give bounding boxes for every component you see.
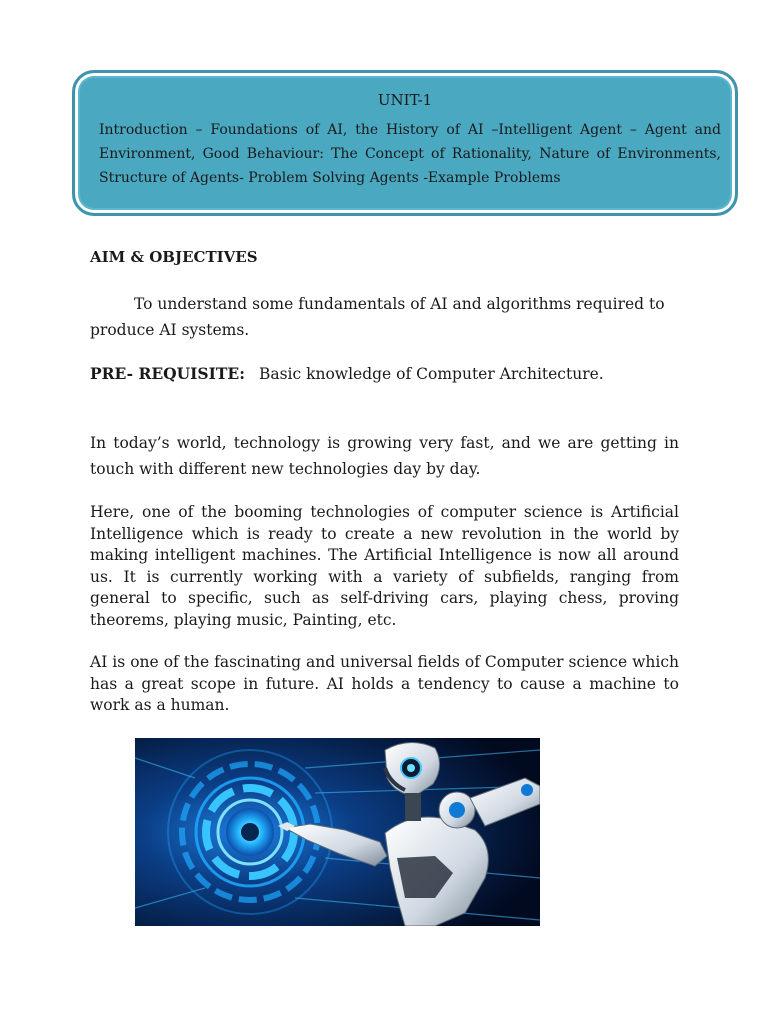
paragraph-ai-revolution: Here, one of the booming technologies of computer science is Artificial Intelligence which is ready to create a new revolution in the world by making intelligent machines. The Artificial Intelligence is now all around us. It is currently working with a variety of subfields, ranging from general to specific, such as self-driving cars, playing chess, proving theorems, playing music, Painting, etc.: [90, 503, 679, 629]
unit-summary-box: [72, 70, 738, 216]
robot-ai-illustration: [135, 738, 540, 926]
unit-description: Introduction – Foundations of AI, the History of AI –Intelligent Agent – Agent and Environment, Good Behaviour: The Concept of Rationality, Nature of Environments, Structure of Agents- Problem Solving Agents -Example Problems: [99, 122, 721, 186]
paragraph-ai-scope: AI is one of the fascinating and universal fields of Computer science which has a great scope in future. AI holds a tendency to cause a machine to work as a human.: [90, 653, 679, 714]
unit-title: UNIT-1: [377, 91, 433, 109]
prerequisite-label: PRE- REQUISITE:: [90, 364, 245, 383]
aim-heading: AIM & OBJECTIVES: [90, 248, 258, 266]
prerequisite-text: Basic knowledge of Computer Architecture.: [258, 365, 604, 383]
paragraph-intro: In today’s world, technology is growing very fast, and we are getting in touch with different new technologies day by day.: [90, 434, 679, 478]
robot-icon: [135, 738, 540, 926]
prerequisite-line: [90, 364, 604, 383]
aim-text: To understand some fundamentals of AI and algorithms required to produce AI systems.: [90, 295, 665, 339]
